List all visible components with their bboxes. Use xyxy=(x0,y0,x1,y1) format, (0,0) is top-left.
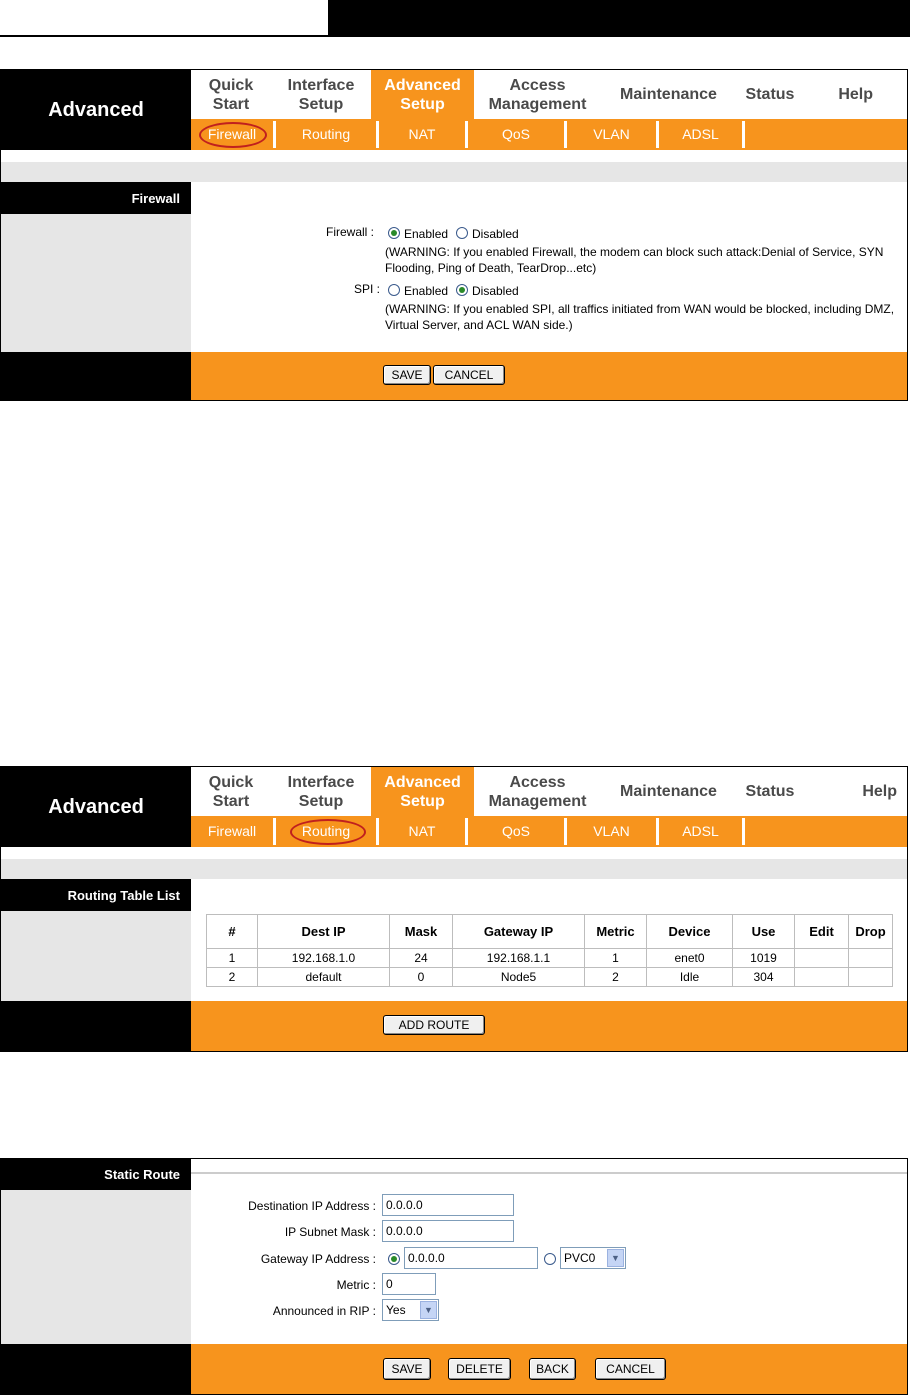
dest-ip-label: Destination IP Address : xyxy=(248,1199,376,1213)
section-title: Firewall xyxy=(1,182,191,214)
save-button[interactable]: SAVE xyxy=(383,365,431,385)
footer-right xyxy=(191,1001,907,1051)
pvc-select[interactable] xyxy=(560,1247,626,1269)
gateway-ip-label: Gateway IP Address : xyxy=(260,1252,376,1266)
spacer xyxy=(1,150,907,162)
tab-access-management[interactable]: Access Management xyxy=(488,773,587,810)
section-title: Routing Table List xyxy=(1,879,191,911)
table-cell: 1 xyxy=(585,949,647,968)
spi-enabled-label: Enabled xyxy=(404,284,449,298)
rip-select[interactable] xyxy=(382,1299,439,1321)
table-cell: 304 xyxy=(733,968,795,987)
nav-bar xyxy=(1,70,907,150)
tab-access-management[interactable]: Access Management xyxy=(488,76,587,113)
main-tabs xyxy=(191,70,907,119)
footer-right xyxy=(191,352,907,400)
column-header: Dest IP xyxy=(258,915,390,949)
subtab-nat[interactable]: NAT xyxy=(408,822,436,839)
column-header: Use xyxy=(733,915,795,949)
subtab-adsl[interactable]: ADSL xyxy=(682,125,719,142)
header-black-bar xyxy=(328,0,910,37)
table-cell: default xyxy=(258,968,390,987)
gateway-ip-input[interactable]: 0.0.0.0 xyxy=(404,1247,538,1269)
tab-help[interactable]: Help xyxy=(862,783,897,800)
sub-tabs xyxy=(191,119,907,150)
footer-right xyxy=(191,1344,907,1394)
footer-bar xyxy=(1,352,907,400)
table-cell: 192.168.1.1 xyxy=(453,949,585,968)
cancel-button[interactable]: CANCEL xyxy=(595,1358,666,1380)
gateway-ip-radio[interactable] xyxy=(388,1253,400,1265)
firewall-label: Firewall : xyxy=(326,225,375,239)
table-cell: 1019 xyxy=(733,949,795,968)
routing-table-section xyxy=(1,879,907,1001)
cancel-button[interactable]: CANCEL xyxy=(433,365,505,385)
rip-label: Announced in RIP : xyxy=(272,1304,376,1318)
subtab-nat[interactable]: NAT xyxy=(408,125,436,142)
subtab-firewall[interactable]: Firewall xyxy=(207,822,257,839)
add-route-button[interactable]: ADD ROUTE xyxy=(383,1015,485,1035)
subtab-routing[interactable]: Routing xyxy=(301,125,351,142)
subtab-routing[interactable]: Routing xyxy=(301,822,351,839)
document-header xyxy=(0,0,910,40)
table-row xyxy=(207,949,893,968)
tab-quick-start[interactable]: Quick Start xyxy=(208,76,254,113)
tab-interface-setup[interactable]: Interface Setup xyxy=(287,773,355,810)
metric-input[interactable]: 0 xyxy=(382,1273,436,1295)
table-cell: enet0 xyxy=(647,949,733,968)
static-route-section xyxy=(1,1159,907,1344)
footer-left xyxy=(1,352,191,400)
spi-label: SPI : xyxy=(354,282,381,296)
table-cell: 0 xyxy=(390,968,453,987)
gateway-pvc-radio[interactable] xyxy=(544,1253,556,1265)
subtab-adsl[interactable]: ADSL xyxy=(682,822,719,839)
subtab-firewall[interactable]: Firewall xyxy=(207,125,257,142)
table-cell: Idle xyxy=(647,968,733,987)
spi-disabled-radio[interactable] xyxy=(456,284,468,296)
firewall-enabled-radio[interactable] xyxy=(388,227,400,239)
column-header: Edit xyxy=(795,915,849,949)
brand-label: Advanced xyxy=(1,70,191,150)
sub-tabs xyxy=(191,816,907,847)
brand-label: Advanced xyxy=(1,767,191,847)
tab-quick-start[interactable]: Quick Start xyxy=(208,773,254,810)
firewall-section xyxy=(1,182,907,352)
firewall-disabled-label: Disabled xyxy=(472,227,519,241)
firewall-enabled-label: Enabled xyxy=(404,227,449,241)
nav-bar xyxy=(1,767,907,847)
tab-maintenance[interactable]: Maintenance xyxy=(620,783,717,800)
drop-cell[interactable] xyxy=(849,949,893,968)
dest-ip-input[interactable]: 0.0.0.0 xyxy=(382,1194,514,1216)
table-cell: 24 xyxy=(390,949,453,968)
spacer xyxy=(1,847,907,859)
gray-band xyxy=(1,859,907,879)
firewall-screenshot xyxy=(0,69,908,401)
column-header: Mask xyxy=(390,915,453,949)
routing-table xyxy=(206,914,893,987)
subnet-mask-input[interactable]: 0.0.0.0 xyxy=(382,1220,514,1242)
tab-status[interactable]: Status xyxy=(745,783,795,800)
spi-warning: (WARNING: If you enabled SPI, all traffics initiated from WAN would be blocked, including DMZ, Virtual Server, and ACL WAN side.) xyxy=(385,302,895,332)
section-divider xyxy=(191,1172,907,1174)
table-row xyxy=(207,968,893,987)
table-cell: 2 xyxy=(585,968,647,987)
tab-maintenance[interactable]: Maintenance xyxy=(620,86,717,103)
column-header: Device xyxy=(647,915,733,949)
main-tabs xyxy=(191,767,907,816)
edit-cell[interactable] xyxy=(795,968,849,987)
static-route-screenshot xyxy=(0,1158,908,1395)
firewall-disabled-radio[interactable] xyxy=(456,227,468,239)
column-header: # xyxy=(207,915,258,949)
firewall-warning: (WARNING: If you enabled Firewall, the modem can block such attack:Denial of Service, SYN Flooding, Ping of Death, TearDrop...etc) xyxy=(385,245,884,275)
back-button[interactable]: BACK xyxy=(529,1358,576,1380)
chevron-down-icon: ▼ xyxy=(420,1301,437,1319)
delete-button[interactable]: DELETE xyxy=(448,1358,511,1380)
section-body xyxy=(191,1159,907,1344)
pvc-select-value: PVC0 xyxy=(564,1251,596,1265)
table-cell: 192.168.1.0 xyxy=(258,949,390,968)
table-cell: 1 xyxy=(207,949,258,968)
column-header: Gateway IP xyxy=(453,915,585,949)
subnet-mask-label: IP Subnet Mask : xyxy=(284,1225,376,1239)
footer-left xyxy=(1,1344,191,1394)
table-header-row xyxy=(207,915,893,949)
tab-help[interactable]: Help xyxy=(838,86,873,103)
drop-cell[interactable] xyxy=(849,968,893,987)
subtab-vlan[interactable]: VLAN xyxy=(593,125,630,142)
footer-bar xyxy=(1,1001,907,1051)
subtab-qos[interactable]: QoS xyxy=(501,125,530,142)
tab-status[interactable]: Status xyxy=(745,86,795,103)
section-body xyxy=(191,879,907,1001)
subtab-divider xyxy=(742,121,745,148)
table-cell: 2 xyxy=(207,968,258,987)
subtab-divider xyxy=(742,818,745,845)
subtab-vlan[interactable]: VLAN xyxy=(593,822,630,839)
routing-screenshot xyxy=(0,766,908,1052)
gray-band xyxy=(1,162,907,182)
chevron-down-icon: ▼ xyxy=(607,1249,624,1267)
footer-bar xyxy=(1,1344,907,1394)
tab-interface-setup[interactable]: Interface Setup xyxy=(287,76,355,113)
rip-select-value: Yes xyxy=(386,1303,406,1317)
subtab-qos[interactable]: QoS xyxy=(501,822,530,839)
metric-label: Metric : xyxy=(336,1278,376,1292)
column-header: Metric xyxy=(585,915,647,949)
footer-left xyxy=(1,1001,191,1051)
header-rule xyxy=(0,35,328,37)
column-header: Drop xyxy=(849,915,893,949)
save-button[interactable]: SAVE xyxy=(383,1358,431,1380)
table-cell: Node5 xyxy=(453,968,585,987)
spi-enabled-radio[interactable] xyxy=(388,284,400,296)
spi-disabled-label: Disabled xyxy=(472,284,519,298)
edit-cell[interactable] xyxy=(795,949,849,968)
section-body xyxy=(191,182,907,352)
tab-advanced-setup[interactable]: Advanced Setup xyxy=(371,767,474,816)
section-title: Static Route xyxy=(1,1159,191,1190)
tab-advanced-setup[interactable]: Advanced Setup xyxy=(371,70,474,119)
